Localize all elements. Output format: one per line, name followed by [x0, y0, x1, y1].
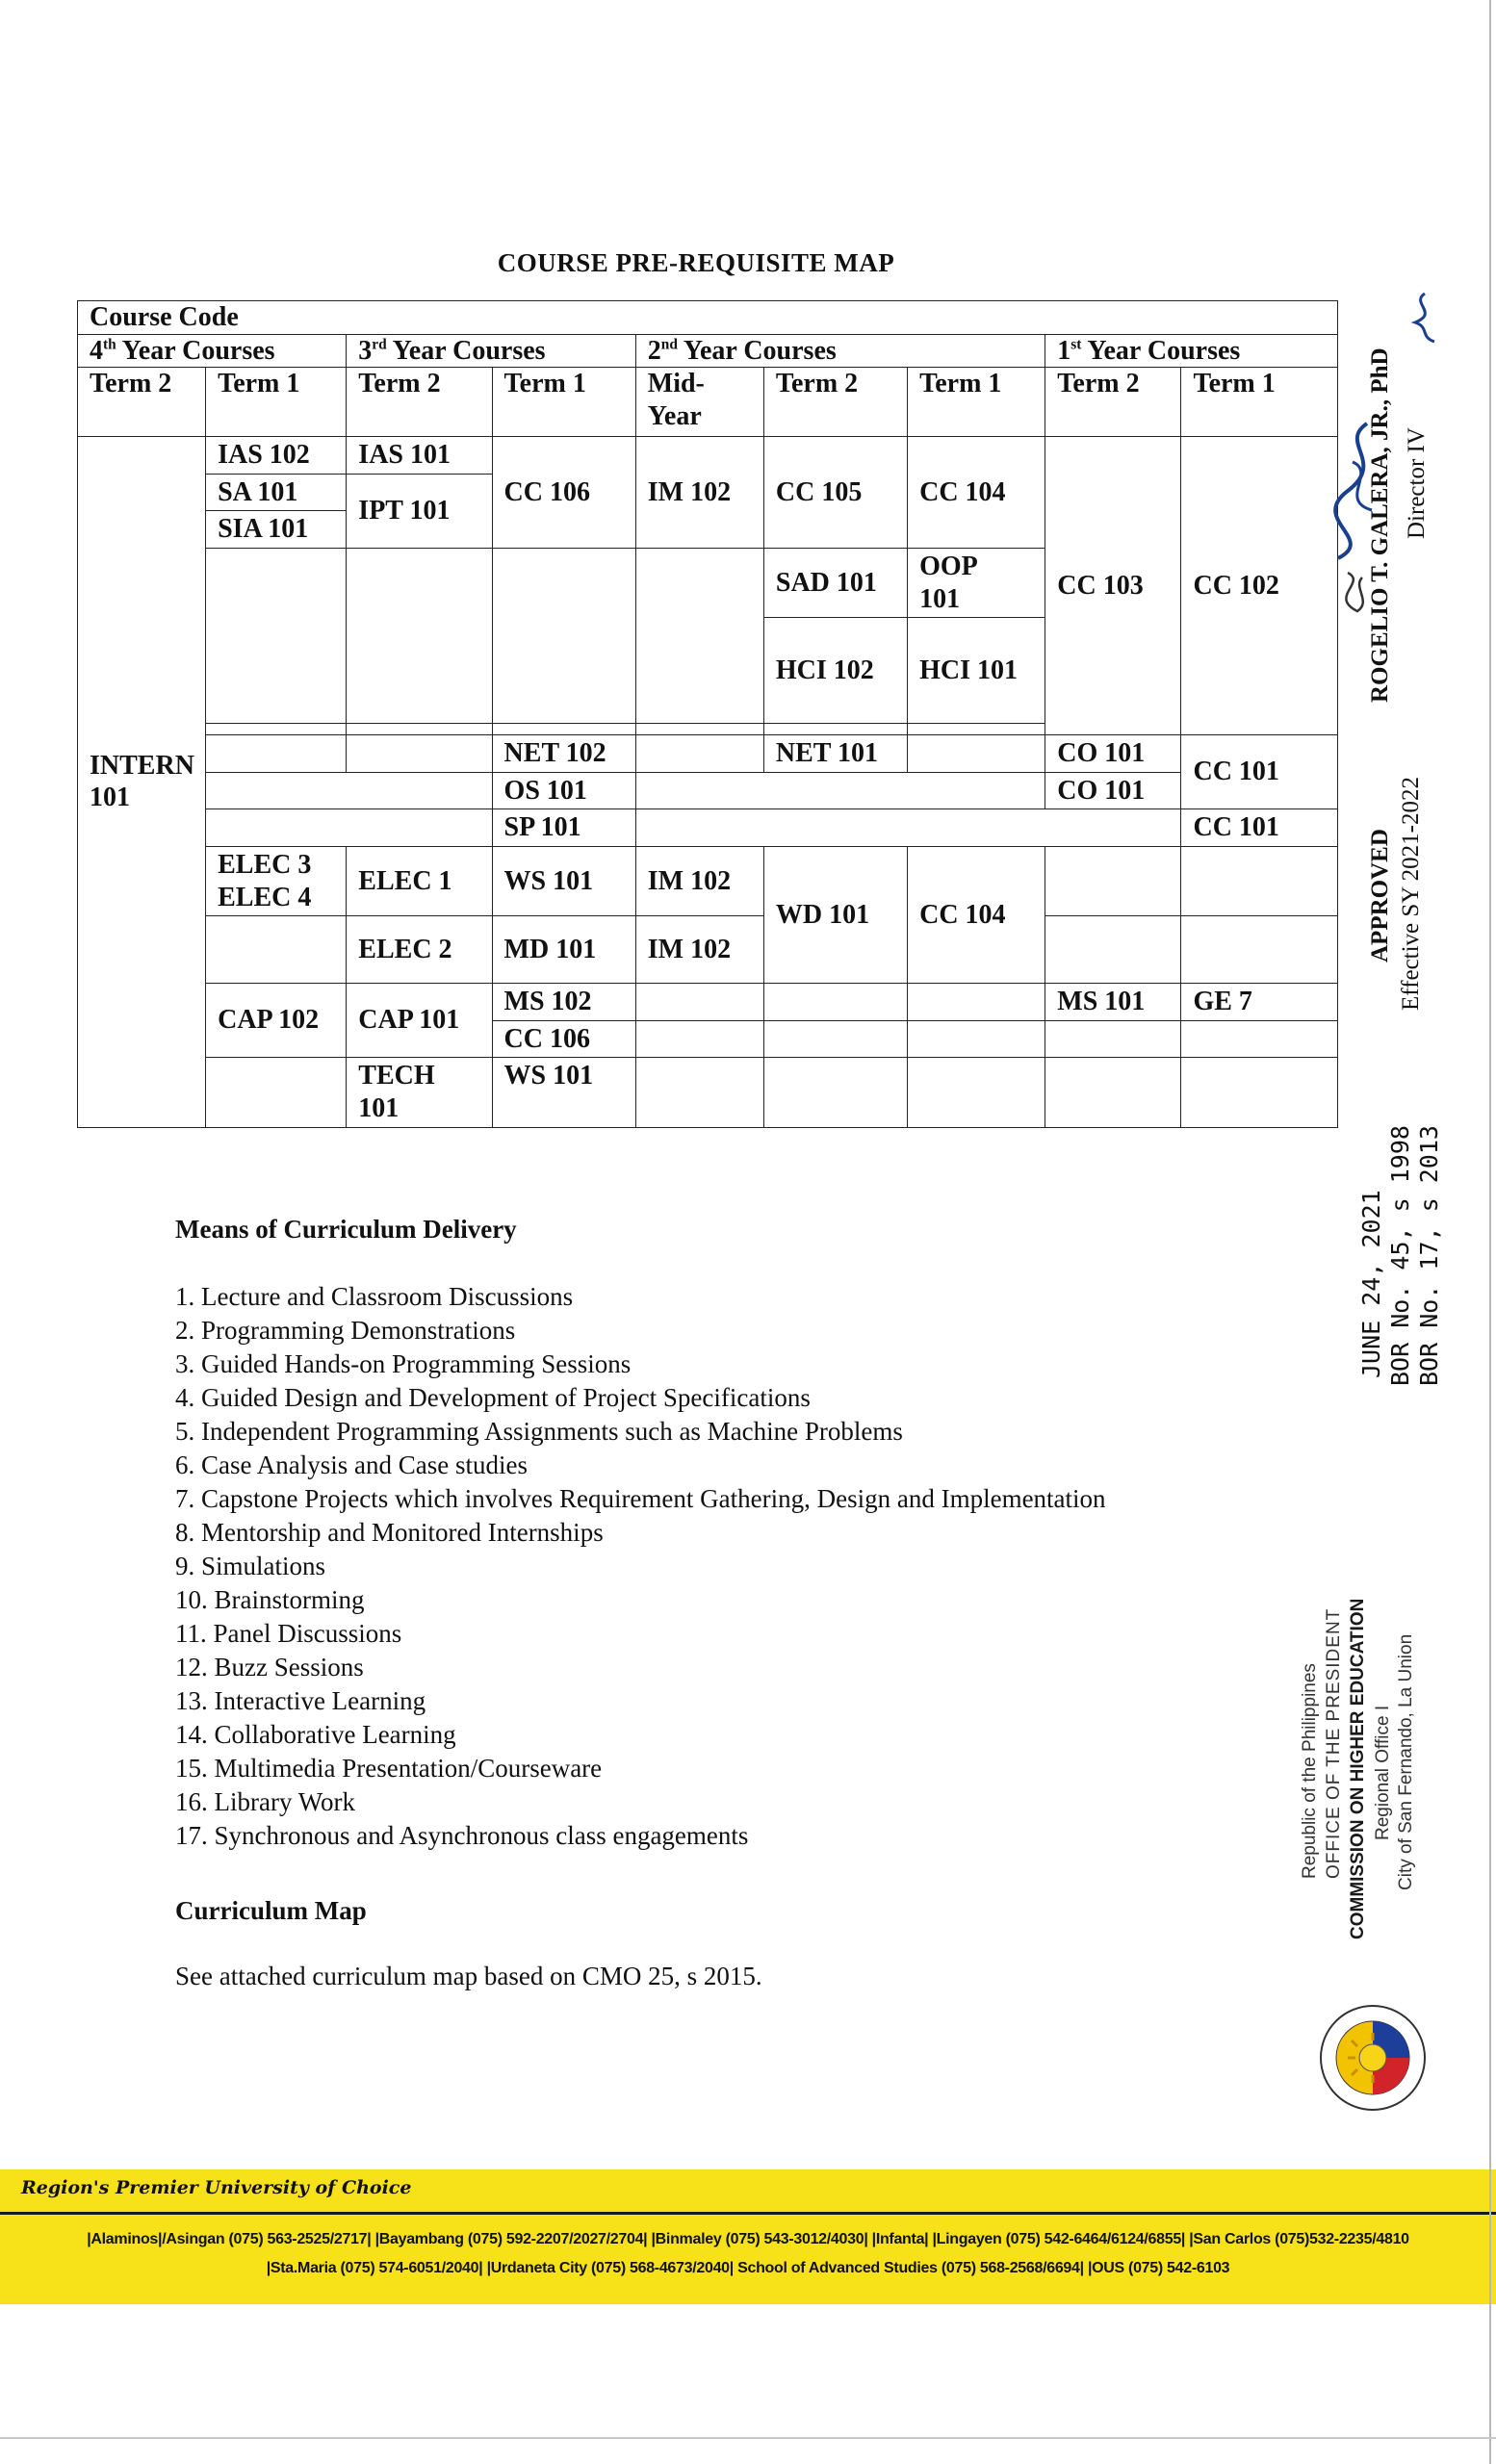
- means-item: 6. Case Analysis and Case studies: [175, 1450, 528, 1479]
- means-list: [175, 1280, 1106, 1853]
- year3-header: 3rd Year Courses: [347, 334, 635, 368]
- approved-label: APPROVED: [1367, 829, 1393, 962]
- scan-edge: [0, 2437, 1496, 2439]
- course-cell: HCI 102: [763, 618, 907, 724]
- empty-cell: [763, 724, 907, 735]
- empty-cell: [492, 548, 635, 723]
- course-cell: SIA 101: [206, 511, 347, 549]
- course-cell: CC 101: [1181, 809, 1338, 847]
- course-cell: WS 101: [492, 1058, 635, 1127]
- empty-cell: [635, 984, 763, 1021]
- empty-cell: [763, 1020, 907, 1058]
- curriculum-map-heading: Curriculum Map: [175, 1896, 367, 1925]
- initials-icon: [1406, 289, 1444, 346]
- empty-cell: [908, 724, 1045, 735]
- course-cell: CC 103: [1045, 437, 1181, 735]
- footer-motto: Region's Premier University of Choice: [21, 2177, 412, 2198]
- means-item: 14. Collaborative Learning: [175, 1720, 456, 1749]
- means-item: 11. Panel Discussions: [175, 1619, 402, 1648]
- footer-contact-line: |Sta.Maria (075) 574-6051/2040| |Urdaneta City (075) 568-4673/2040| School of Advanced Studies (075) 568-2568/6694| |OUS (075) 542-6103: [266, 2260, 1230, 2276]
- empty-cell: [635, 1020, 763, 1058]
- empty-cell: [1181, 916, 1338, 984]
- empty-cell: [347, 548, 492, 723]
- ched-line: Regional Office I: [1373, 1705, 1393, 1840]
- empty-cell: [1045, 1020, 1181, 1058]
- empty-cell: [347, 735, 492, 773]
- empty-cell: [635, 548, 763, 723]
- term-header: Term 2: [78, 368, 206, 437]
- signature-icon: [1319, 404, 1406, 626]
- empty-cell: [763, 984, 907, 1021]
- means-item: 15. Multimedia Presentation/Courseware: [175, 1754, 603, 1783]
- empty-cell: [206, 809, 492, 847]
- means-item: 16. Library Work: [175, 1787, 356, 1816]
- course-cell: SP 101: [492, 809, 635, 847]
- course-cell: CC 101: [1181, 735, 1338, 809]
- term-header: Term 2: [347, 368, 492, 437]
- means-item: 7. Capstone Projects which involves Requirement Gathering, Design and Implementation: [175, 1484, 1106, 1513]
- course-cell: IM 102: [635, 846, 763, 915]
- year1-header: 1st Year Courses: [1045, 334, 1338, 368]
- course-cell: CAP 102: [206, 984, 347, 1058]
- course-cell: CO 101: [1045, 735, 1181, 773]
- empty-cell: [908, 1058, 1045, 1127]
- empty-cell: [1045, 1058, 1181, 1127]
- course-cell: OS 101: [492, 772, 635, 809]
- empty-cell: [347, 724, 492, 735]
- course-cell: CO 101: [1045, 772, 1181, 809]
- approval-date: JUNE 24, 2021: [1357, 1190, 1385, 1378]
- empty-cell: [635, 1058, 763, 1127]
- scan-edge: [1489, 0, 1491, 2464]
- course-cell: CC 106: [492, 1020, 635, 1058]
- course-cell: SA 101: [206, 474, 347, 511]
- empty-cell: [908, 735, 1045, 773]
- document-title: COURSE PRE-REQUISITE MAP: [497, 248, 895, 277]
- empty-cell: [1181, 1058, 1338, 1127]
- term-header: Term 2: [1045, 368, 1181, 437]
- course-cell: WS 101: [492, 846, 635, 915]
- term-header: Term 1: [908, 368, 1045, 437]
- year4-header: 4th Year Courses: [78, 334, 347, 368]
- means-item: 4. Guided Design and Development of Project Specifications: [175, 1383, 811, 1412]
- course-cell: WD 101: [763, 846, 907, 983]
- means-item: 8. Mentorship and Monitored Internships: [175, 1518, 604, 1547]
- course-code-header: Course Code: [78, 301, 1338, 335]
- course-cell: HCI 101: [908, 618, 1045, 724]
- course-cell: IAS 102: [206, 437, 347, 475]
- course-cell: CC 104: [908, 437, 1045, 549]
- curriculum-map-text: See attached curriculum map based on CMO 25, s 2015.: [175, 1962, 762, 1990]
- empty-cell: [1045, 916, 1181, 984]
- empty-cell: [206, 772, 492, 809]
- course-cell: IPT 101: [347, 474, 492, 548]
- course-cell: CC 104: [908, 846, 1045, 983]
- term-header: Term 2: [763, 368, 907, 437]
- empty-cell: [908, 1020, 1045, 1058]
- course-cell-tech101: TECH 101: [347, 1058, 492, 1127]
- means-item: 3. Guided Hands-on Programming Sessions: [175, 1349, 632, 1378]
- course-cell: MD 101: [492, 916, 635, 984]
- signatory-name: ROGELIO T. GALERA, JR., PhD: [1367, 347, 1393, 703]
- course-cell: NET 101: [763, 735, 907, 773]
- empty-cell: [492, 724, 635, 735]
- course-cell: CAP 101: [347, 984, 492, 1058]
- empty-cell: [206, 724, 347, 735]
- ched-line: OFFICE OF THE PRESIDENT: [1324, 1607, 1344, 1879]
- term-header: Term 1: [1181, 368, 1338, 437]
- course-cell: MS 102: [492, 984, 635, 1021]
- course-cell: CC 102: [1181, 437, 1338, 735]
- empty-cell: [206, 916, 347, 984]
- course-cell: MS 101: [1045, 984, 1181, 1021]
- signatory-role: Director IV: [1404, 427, 1430, 539]
- ched-line: COMMISSION ON HIGHER EDUCATION: [1348, 1598, 1368, 1939]
- means-item: 13. Interactive Learning: [175, 1686, 426, 1715]
- course-cell-intern101: INTERN 101: [78, 437, 206, 1127]
- course-cell: IAS 101: [347, 437, 492, 475]
- footer-divider: [0, 2212, 1496, 2215]
- empty-cell: [1181, 846, 1338, 915]
- empty-cell: [206, 548, 347, 723]
- course-cell: NET 102: [492, 735, 635, 773]
- empty-cell: [763, 1058, 907, 1127]
- course-cell: CC 106: [492, 437, 635, 549]
- means-item: 2. Programming Demonstrations: [175, 1316, 516, 1345]
- course-cell: GE 7: [1181, 984, 1338, 1021]
- ched-line: Republic of the Philippines: [1300, 1663, 1320, 1879]
- effective-label: Effective SY 2021-2022: [1398, 776, 1424, 1011]
- ched-seal-icon: [1319, 2004, 1427, 2112]
- empty-cell: [206, 735, 347, 773]
- course-cell: IM 102: [635, 437, 763, 549]
- course-prerequisite-table: [77, 300, 1338, 1128]
- means-item: 9. Simulations: [175, 1552, 326, 1580]
- year2-header: 2nd Year Courses: [635, 334, 1045, 368]
- course-cell: CC 105: [763, 437, 907, 549]
- footer-contact-line: |Alaminos|/Asingan (075) 563-2525/2717| |Bayambang (075) 592-2207/2027/2704| |Binmaley (075) 543-3012/4030| |Infanta| |Lingayen (075) 542-6464/6124/6855| |San Carlos (075)532-2235/4810: [87, 2231, 1409, 2247]
- empty-cell: [206, 1058, 347, 1127]
- term-header: Term 1: [492, 368, 635, 437]
- ched-line: City of San Fernando, La Union: [1396, 1633, 1416, 1890]
- means-item: 5. Independent Programming Assignments such as Machine Problems: [175, 1417, 903, 1446]
- empty-cell: [1181, 1020, 1338, 1058]
- course-cell: ELEC 2: [347, 916, 492, 984]
- course-cell: SAD 101: [763, 548, 907, 617]
- means-item: 10. Brainstorming: [175, 1585, 365, 1614]
- term-header: Term 1: [206, 368, 347, 437]
- means-heading: Means of Curriculum Delivery: [175, 1215, 517, 1244]
- course-cell: ELEC 1: [347, 846, 492, 915]
- empty-cell: [635, 772, 1045, 809]
- empty-cell: [908, 984, 1045, 1021]
- means-item: 12. Buzz Sessions: [175, 1653, 364, 1681]
- empty-cell: [1045, 846, 1181, 915]
- empty-cell: [635, 724, 763, 735]
- course-cell: IM 102: [635, 916, 763, 984]
- means-item: 1. Lecture and Classroom Discussions: [175, 1282, 574, 1311]
- means-item: 17. Synchronous and Asynchronous class engagements: [175, 1821, 749, 1850]
- term-header-midyear: Mid- Year: [635, 368, 763, 437]
- bor-reference: BOR No. 45, s 1998: [1386, 1125, 1414, 1386]
- empty-cell: [635, 735, 763, 773]
- course-cell-oop101: OOP 101: [908, 548, 1045, 617]
- bor-reference: BOR No. 17, s 2013: [1415, 1125, 1443, 1386]
- course-cell-elec: ELEC 3 ELEC 4: [206, 846, 347, 915]
- empty-cell: [635, 809, 1181, 847]
